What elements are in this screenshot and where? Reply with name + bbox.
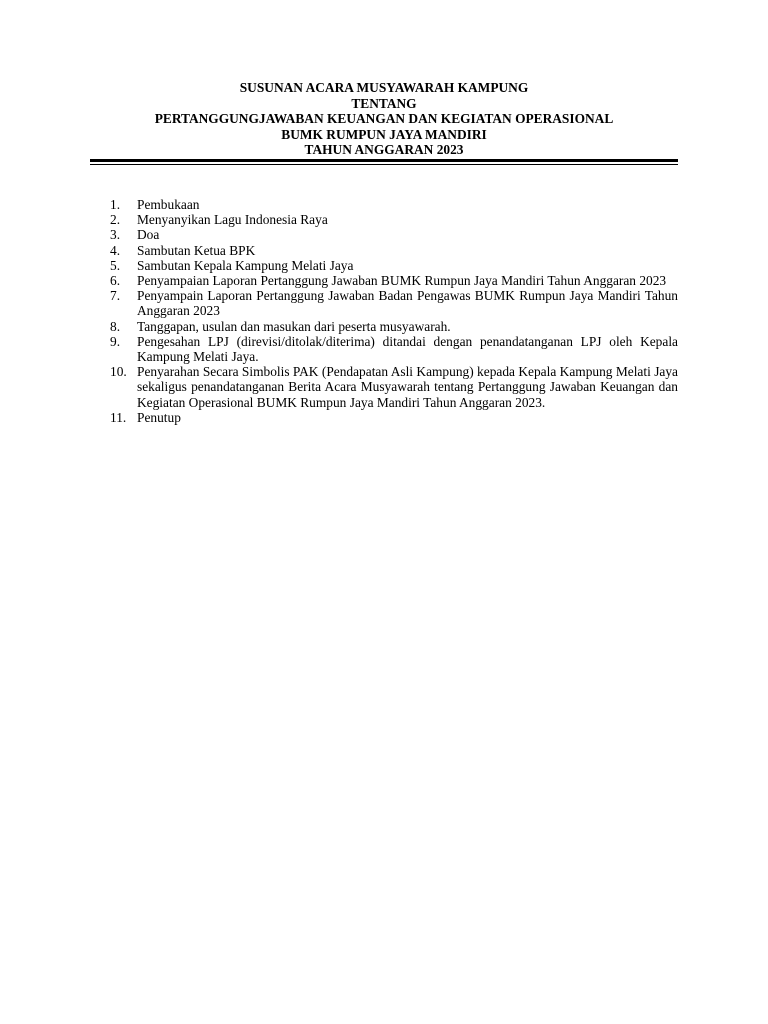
agenda-text: Sambutan Kepala Kampung Melati Jaya [137,257,354,273]
agenda-number: 1. [110,197,121,212]
header-rule-thick [90,159,678,162]
agenda-text: Tanggapan, usulan dan masukan dari peserta musyawarah. [137,318,451,334]
agenda-number: 2. [110,212,121,228]
agenda-number: 5. [110,257,121,273]
agenda-text: Menyanyikan Lagu Indonesia Raya [137,212,328,228]
title-line-5: TAHUN ANGGARAN 2023 [304,142,464,158]
agenda-item-9 [110,334,678,364]
agenda-number: 8. [110,318,121,334]
agenda-text: Penyampaian Laporan Pertanggung Jawaban BUMK Rumpun Jaya Mandiri Tahun Anggaran 2023 [137,273,667,289]
agenda-number: 9. [110,333,121,349]
agenda-item-7 [110,288,678,318]
agenda-number: 3. [110,227,121,243]
agenda-text: Penyarahan Secara Simbolis PAK (Pendapatan Asli Kampung) kepada Kepala Kampung Melati Jaya sekaligus penandatanganan Berita Acara Musyawarah tentang Pertanggung Jawaban Keuangan dan Kegiatan Operasional BUMK Rumpun Jaya Mandiri Tahun Anggaran 2023. [137,364,678,410]
agenda-text: Sambutan Ketua BPK [137,242,256,258]
title-line-3: PERTANGGUNGJAWABAN KEUANGAN DAN KEGIATAN OPERASIONAL [154,111,614,127]
agenda-text: Pembukaan [137,197,200,212]
agenda-item-6 [110,273,678,288]
agenda-item-8 [110,319,678,334]
agenda-item-1 [110,197,678,212]
agenda-number: 11. [110,409,127,425]
agenda-number: 6. [110,273,121,289]
agenda-item-5 [110,258,678,273]
agenda-item-3 [110,227,678,242]
agenda-item-2 [110,212,678,227]
agenda-list [110,197,678,425]
agenda-text: Doa [137,227,160,243]
agenda-number: 7. [110,288,121,304]
agenda-item-10 [110,364,678,410]
agenda-item-4 [110,243,678,258]
agenda-text: Penyampain Laporan Pertanggung Jawaban Badan Pengawas BUMK Rumpun Jaya Mandiri Tahun Anggaran 2023 [137,288,678,319]
title-line-1: SUSUNAN ACARA MUSYAWARAH KAMPUNG [239,80,529,95]
title-line-2: TENTANG [351,95,417,111]
agenda-text: Penutup [137,409,181,425]
title-line-4: BUMK RUMPUN JAYA MANDIRI [281,126,487,142]
header-rule-thin [90,164,678,165]
document-header [90,80,678,158]
agenda-text: Pengesahan LPJ (direvisi/ditolak/diterima) ditandai dengan penandatanganan LPJ oleh Kepala Kampung Melati Jaya. [137,333,678,365]
agenda-item-11 [110,410,678,425]
agenda-number: 4. [110,242,121,258]
agenda-number: 10. [110,364,127,380]
